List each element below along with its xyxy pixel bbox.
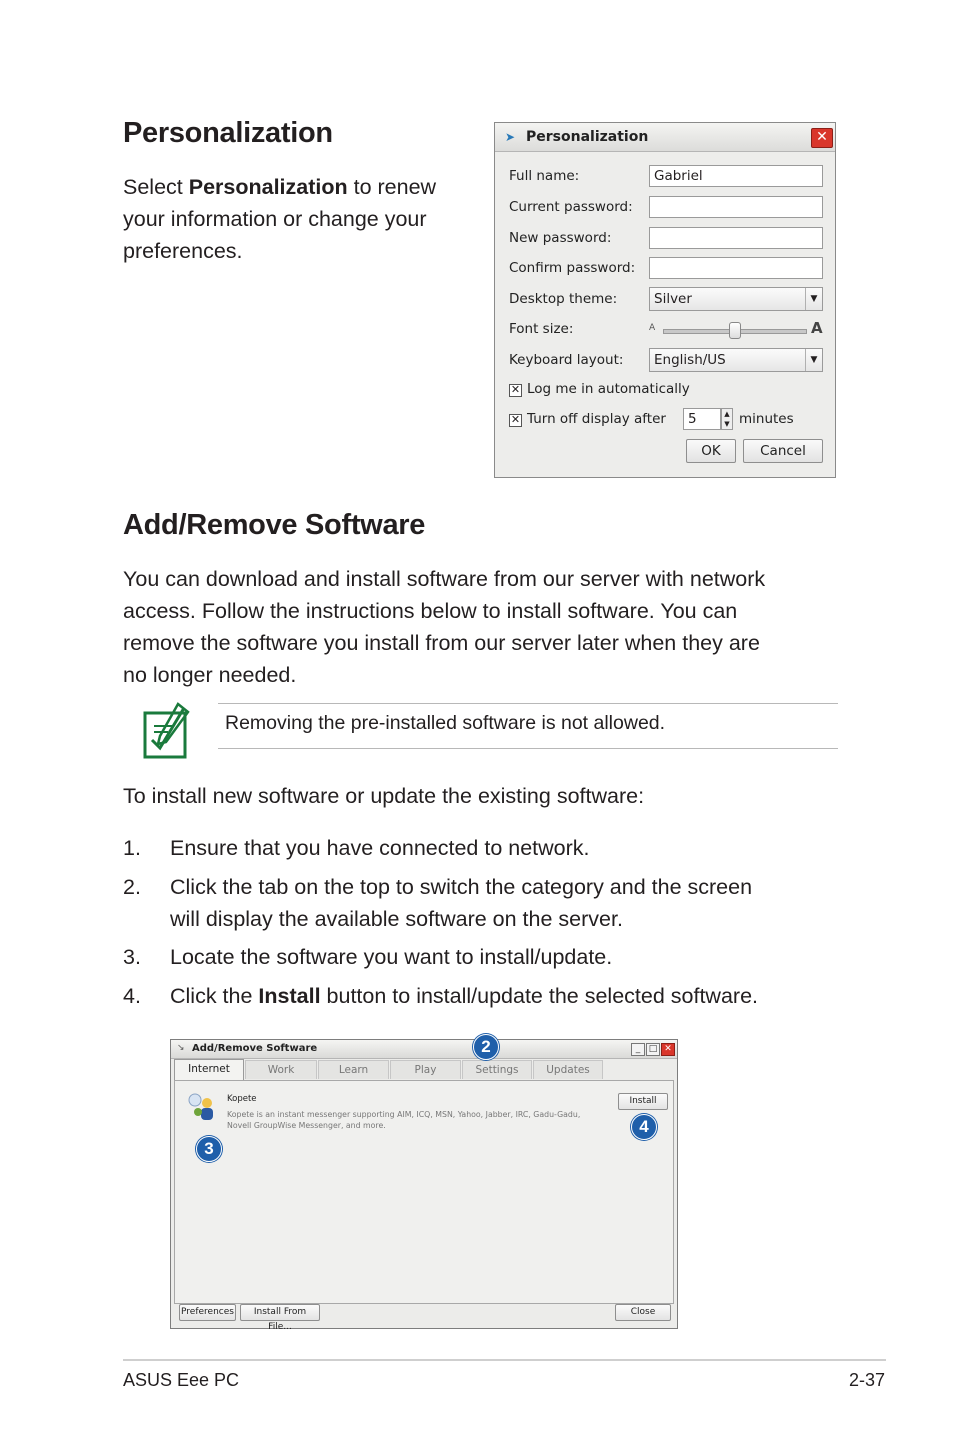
close-icon[interactable]: ✕	[661, 1043, 675, 1056]
desktop-theme-label: Desktop theme:	[509, 291, 618, 307]
dialog-titlebar	[495, 123, 835, 152]
page-number: 2-37	[849, 1370, 886, 1390]
callout-3: 3	[196, 1136, 222, 1162]
font-size-label: Font size:	[509, 321, 574, 337]
intro-text: Select	[123, 175, 189, 199]
intro-text: preferences.	[123, 239, 243, 263]
add-remove-window	[170, 1039, 678, 1332]
personalization-intro	[123, 171, 473, 267]
intro-bold: Personalization	[188, 175, 348, 199]
font-small-icon: A	[649, 323, 656, 333]
callout-4: 4	[631, 1114, 657, 1140]
tab-play[interactable]: Play	[390, 1060, 461, 1079]
step-number: 4.	[123, 984, 141, 1008]
intro-text: your information or change your	[123, 207, 427, 231]
kopete-app-icon	[186, 1092, 216, 1122]
window-titlebar	[171, 1040, 677, 1059]
intro-line: no longer needed.	[123, 663, 297, 687]
app-description: Novell GroupWise Messenger, and more.	[227, 1121, 386, 1130]
app-icon: ➤	[505, 130, 516, 144]
install-button[interactable]: Install	[618, 1093, 668, 1110]
list-item	[123, 941, 843, 980]
step-bold: Install	[258, 984, 321, 1008]
intro-line: remove the software you install from our server later when they are	[123, 631, 760, 655]
keyboard-layout-value: English/US	[654, 352, 726, 368]
steps-list	[123, 832, 843, 1019]
intro-line: You can download and install software from our server with network	[123, 567, 766, 591]
tab-learn[interactable]: Learn	[318, 1060, 389, 1079]
turn-off-minutes-spinner[interactable]: 5	[683, 408, 721, 430]
app-icon: ↘	[177, 1043, 185, 1053]
confirm-password-label: Confirm password:	[509, 260, 636, 276]
keyboard-layout-label: Keyboard layout:	[509, 352, 624, 368]
tab-work[interactable]: Work	[245, 1060, 317, 1079]
install-lead: To install new software or update the existing software:	[123, 784, 645, 808]
preferences-button[interactable]: Preferences	[179, 1304, 236, 1321]
step-text: button to install/update the selected software.	[320, 984, 759, 1008]
step-text: Click the tab on the top to switch the category and the screen	[170, 875, 753, 899]
step-text: Locate the software you want to install/update.	[170, 945, 613, 969]
software-list	[174, 1080, 674, 1304]
minutes-label: minutes	[739, 411, 794, 427]
login-auto-checkbox[interactable]: ✕	[510, 383, 521, 396]
turn-off-checkbox[interactable]: ✕	[510, 413, 521, 426]
dialog-title: Personalization	[526, 129, 649, 145]
callout-2: 2	[473, 1034, 499, 1060]
font-size-slider-thumb[interactable]	[729, 322, 741, 339]
note-text: Removing the pre-installed software is not allowed.	[225, 712, 666, 734]
step-text: Click the	[170, 984, 259, 1008]
current-password-field[interactable]	[649, 196, 823, 218]
note-top-rule	[218, 703, 838, 704]
app-name: Kopete	[227, 1094, 257, 1104]
minimize-icon[interactable]: _	[631, 1043, 645, 1056]
new-password-field[interactable]	[649, 227, 823, 249]
footer-title: ASUS Eee PC	[123, 1370, 240, 1390]
list-item	[123, 871, 843, 941]
add-remove-heading: Add/Remove Software	[123, 509, 426, 541]
full-name-label: Full name:	[509, 168, 580, 184]
step-text: will display the available software on the server.	[170, 907, 623, 931]
tab-settings[interactable]: Settings	[462, 1060, 532, 1079]
note-icon	[140, 702, 192, 760]
confirm-password-field[interactable]	[649, 257, 823, 279]
intro-text: to renew	[347, 175, 437, 199]
personalization-heading: Personalization	[123, 117, 333, 149]
note-bottom-rule	[218, 748, 838, 749]
step-number: 1.	[123, 836, 141, 860]
full-name-field[interactable]: Gabriel	[649, 165, 823, 187]
step-number: 2.	[123, 875, 141, 899]
ok-button[interactable]: OK	[686, 439, 736, 463]
app-description: Kopete is an instant messenger supporting AIM, ICQ, MSN, Yahoo, Jabber, IRC, Gadu-Gadu,	[227, 1110, 581, 1119]
new-password-label: New password:	[509, 230, 612, 246]
login-auto-label: Log me in automatically	[527, 381, 690, 397]
chevron-down-icon: ▼	[805, 349, 822, 371]
footer-rule	[123, 1359, 886, 1361]
keyboard-layout-select[interactable]	[649, 348, 823, 372]
turn-off-label: Turn off display after	[527, 411, 666, 427]
maximize-icon[interactable]: □	[646, 1043, 660, 1056]
spinner-arrows-icon[interactable]: ▲ ▼	[721, 408, 733, 430]
tab-updates[interactable]: Updates	[533, 1060, 603, 1079]
list-item	[123, 980, 843, 1019]
install-from-file-button[interactable]: Install From File...	[240, 1304, 320, 1321]
desktop-theme-value: Silver	[654, 291, 692, 307]
font-large-icon: A	[811, 319, 823, 337]
window-title: Add/Remove Software	[192, 1043, 318, 1054]
personalization-dialog	[494, 122, 836, 478]
step-number: 3.	[123, 945, 141, 969]
close-button[interactable]: Close	[615, 1304, 671, 1321]
list-item	[123, 832, 843, 871]
desktop-theme-select[interactable]	[649, 287, 823, 311]
step-text: Ensure that you have connected to network.	[170, 836, 590, 860]
cancel-button[interactable]: Cancel	[743, 439, 823, 463]
add-remove-intro	[123, 563, 843, 691]
tab-internet[interactable]: Internet	[174, 1059, 244, 1080]
chevron-down-icon: ▼	[805, 288, 822, 310]
intro-line: access. Follow the instructions below to install software. You can	[123, 599, 738, 623]
close-icon[interactable]: ✕	[811, 128, 833, 148]
current-password-label: Current password:	[509, 199, 633, 215]
